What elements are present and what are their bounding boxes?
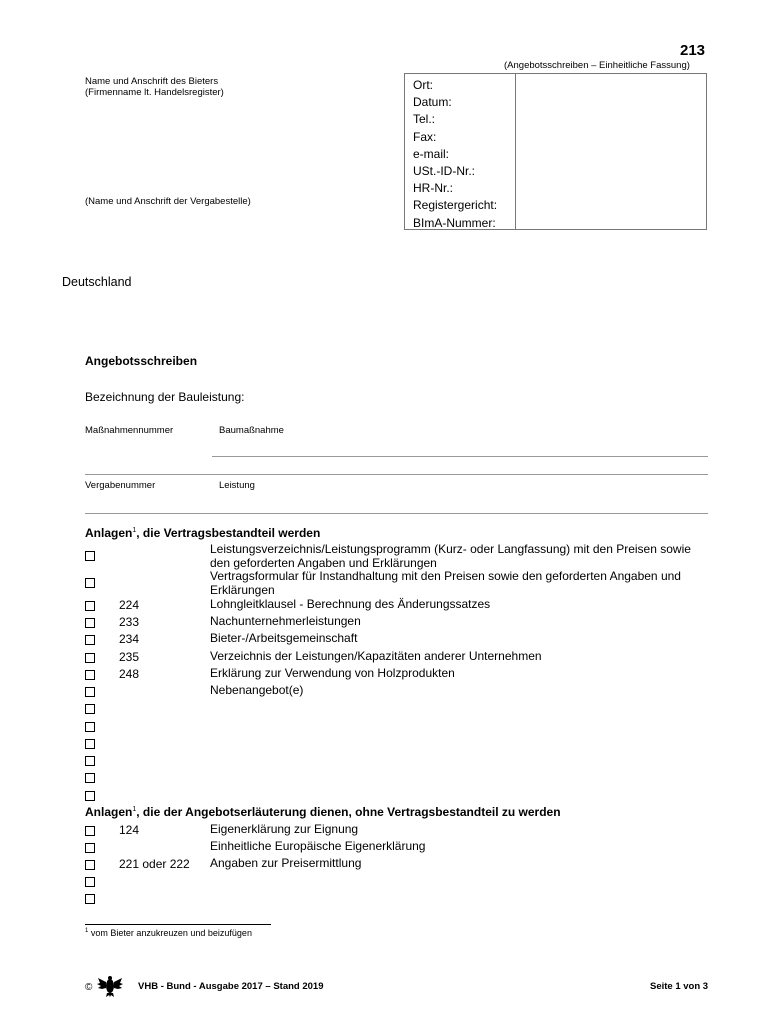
country: Deutschland: [62, 275, 132, 289]
attachment-checkbox[interactable]: [85, 704, 95, 714]
authority-label: (Name und Anschrift der Vergabestelle): [85, 196, 251, 207]
attachment-number: 233: [119, 615, 140, 629]
service-label: Leistung: [219, 480, 255, 491]
attachment-description: Einheitliche Europäische Eigenerklärung: [210, 839, 426, 853]
page-title: Angebotsschreiben: [85, 354, 198, 368]
attachment-checkbox[interactable]: [85, 756, 95, 766]
attachment-checkbox[interactable]: [85, 635, 95, 645]
contact-box-divider: [515, 74, 516, 229]
attachment-description: Nachunternehmerleistungen: [210, 614, 361, 628]
award-number-label: Vergabenummer: [85, 480, 156, 491]
attachment-checkbox[interactable]: [85, 601, 95, 611]
contact-label-tel: Tel.:: [413, 112, 436, 127]
field-divider: [85, 474, 708, 475]
attachment-number: 235: [119, 650, 140, 664]
eagle-icon: [97, 976, 123, 997]
attachment-checkbox[interactable]: [85, 722, 95, 732]
contact-label-registergericht: Registergericht:: [413, 198, 498, 213]
attachment-description: Leistungsverzeichnis/Leistungsprogramm (Kurz- oder Langfassung) mit den Preisen sowie den geforderten Angaben und Erklärungen: [210, 542, 691, 570]
attachment-number: 124: [119, 823, 140, 837]
form-subtitle: (Angebotsschreiben – Einheitliche Fassung): [504, 60, 690, 71]
attachment-description: Lohngleitklausel - Berechnung des Änderungssatzes: [210, 597, 491, 611]
contact-label-ustid: USt.-ID-Nr.:: [413, 164, 475, 179]
attachment-description: Bieter-/Arbeitsgemeinschaft: [210, 631, 358, 645]
copyright-symbol: ©: [85, 982, 93, 993]
bidder-sublabel: (Firmenname lt. Handelsregister): [85, 87, 224, 98]
measure-number-label: Maßnahmennummer: [85, 425, 174, 436]
attachment-description: Eigenerklärung zur Eignung: [210, 822, 359, 836]
attachment-checkbox[interactable]: [85, 773, 95, 783]
construction-measure-label: Baumaßnahme: [219, 425, 284, 436]
attachment-description: Angaben zur Preisermittlung: [210, 856, 362, 870]
attachment-checkbox[interactable]: [85, 843, 95, 853]
attachment-number: 224: [119, 598, 140, 612]
footer-edition: VHB - Bund - Ausgabe 2017 – Stand 2019: [138, 981, 324, 992]
attachment-checkbox[interactable]: [85, 739, 95, 749]
federal-eagle-logo: [85, 974, 131, 998]
footnote: $^1$ vom Bieter anzukreuzen und beizufügen: [85, 928, 252, 938]
attachment-description: Erklärung zur Verwendung von Holzprodukten: [210, 666, 455, 680]
attachment-number: 248: [119, 667, 140, 681]
form-number: 213: [680, 42, 706, 59]
attachment-checkbox[interactable]: [85, 687, 95, 697]
attachment-checkbox[interactable]: [85, 894, 95, 904]
bidder-name-block: [85, 76, 224, 98]
attachment-description: Nebenangebot(e): [210, 683, 304, 697]
section-explanatory-attachments-heading: Anlagen$^1$, die der Angebotserläuterung dienen, ohne Vertragsbestandteil zu werden: [85, 805, 561, 819]
attachment-checkbox[interactable]: [85, 877, 95, 887]
contact-box: [404, 73, 707, 230]
attachment-checkbox[interactable]: [85, 826, 95, 836]
contact-label-hrnr: HR-Nr.:: [413, 181, 453, 196]
page-number: Seite 1 von 3: [650, 981, 709, 992]
contact-label-ort: Ort:: [413, 78, 433, 92]
attachment-number: 234: [119, 632, 140, 646]
section-contract-attachments-heading: Anlagen$^1$, die Vertragsbestandteil werden: [85, 526, 321, 540]
footnote-rule: [85, 924, 271, 925]
attachment-checkbox[interactable]: [85, 653, 95, 663]
contact-label-fax: Fax:: [413, 129, 437, 144]
attachment-number: 221 oder 222: [119, 857, 190, 871]
field-divider-bottom: [85, 513, 708, 514]
attachment-description: Verzeichnis der Leistungen/Kapazitäten anderer Unternehmen: [210, 649, 542, 663]
contact-label-bima: BImA-Nummer:: [413, 215, 496, 230]
attachment-checkbox[interactable]: [85, 670, 95, 680]
attachment-checkbox[interactable]: [85, 578, 95, 588]
work-description-label: Bezeichnung der Bauleistung:: [85, 390, 245, 404]
contact-labels: [413, 77, 497, 232]
contact-label-email: e-mail:: [413, 146, 450, 161]
attachment-checkbox[interactable]: [85, 791, 95, 801]
contact-label-datum: Datum:: [413, 95, 452, 110]
attachment-description: Vertragsformular für Instandhaltung mit den Preisen sowie den geforderten Angaben und Erklärungen: [210, 569, 681, 597]
attachment-checkbox[interactable]: [85, 860, 95, 870]
attachment-checkbox[interactable]: [85, 551, 95, 561]
bidder-label: Name und Anschrift des Bieters: [85, 76, 219, 87]
construction-measure-line: [212, 456, 708, 457]
attachment-checkbox[interactable]: [85, 618, 95, 628]
